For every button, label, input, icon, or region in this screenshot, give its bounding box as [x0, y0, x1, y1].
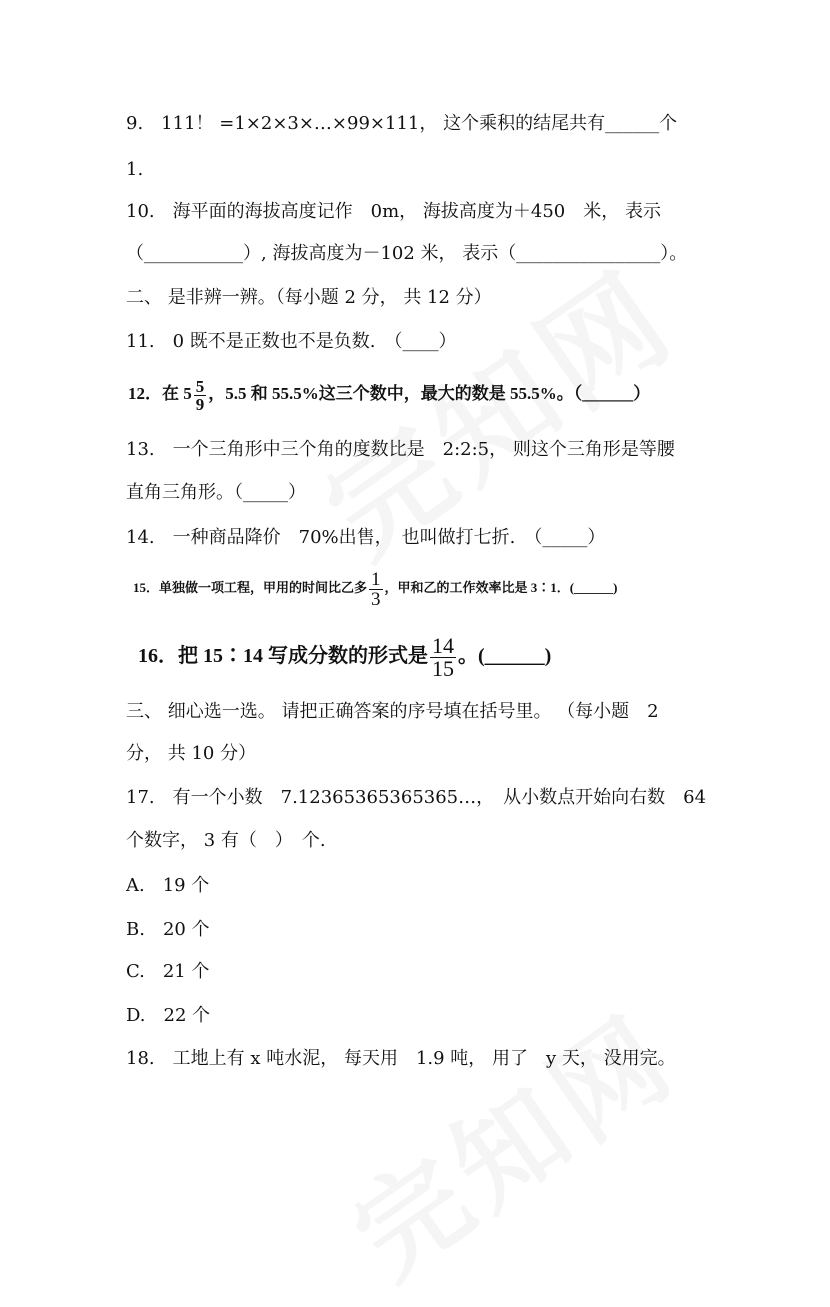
question-10-line-2: （___________）, 海拔高度为－102 米， 表示（________________）。 — [126, 243, 688, 264]
fraction-1-3 — [369, 570, 383, 609]
question-16-suffix: 。(______) — [458, 645, 552, 667]
section-3-heading-line-2: 分， 共 10 分） — [126, 743, 257, 764]
fraction-14-15 — [430, 632, 456, 681]
question-15-suffix: ，甲和乙的工作效率比是 3∶1．(______) — [384, 580, 618, 595]
fraction-numerator: 5 — [195, 376, 205, 396]
question-13-line-1: 13. 一个三角形中三个角的度数比是 2:2:5， 则这个三角形是等腰 — [126, 439, 675, 460]
question-9-line-1: 9. 111！ =1×2×3×…×99×111， 这个乘积的结尾共有______个 — [126, 113, 678, 134]
option-a: A. 19 个 — [126, 875, 210, 896]
question-16 — [138, 628, 551, 684]
question-12-suffix: ，5.5 和 55.5%这三个数中，最大的数是 55.5%。（______） — [208, 384, 651, 403]
fraction-denominator: 15 — [432, 655, 454, 681]
question-11: 11. 0 既不是正数也不是负数. （____） — [126, 331, 457, 352]
question-15-prefix: 15．单独做一项工程，甲用的时间比乙多 — [133, 580, 368, 595]
question-10-line-1: 10. 海平面的海拔高度记作 0m， 海拔高度为＋450 米， 表示 — [126, 201, 661, 222]
fraction-denominator: 9 — [195, 394, 205, 414]
mixed-fraction-5-5-9 — [194, 378, 207, 413]
question-15 — [133, 568, 617, 609]
question-9-line-2: 1. — [126, 159, 144, 180]
question-12-prefix: 12．在 5 — [128, 384, 192, 403]
option-c: C. 21 个 — [126, 961, 210, 982]
option-d: D. 22 个 — [126, 1005, 211, 1026]
question-18: 18. 工地上有 x 吨水泥， 每天用 1.9 吨， 用了 y 天， 没用完。 — [126, 1048, 676, 1069]
question-17-line-2: 个数字， 3 有（ ） 个. — [126, 830, 326, 851]
fraction-numerator: 1 — [371, 568, 381, 590]
section-2-heading: 二、 是非辨一辨。（每小题 2 分， 共 12 分） — [126, 287, 492, 308]
fraction-denominator: 3 — [371, 588, 381, 610]
question-12 — [128, 372, 650, 416]
question-14: 14. 一种商品降价 70%出售， 也叫做打七折. （_____） — [126, 527, 606, 548]
option-b: B. 20 个 — [126, 919, 210, 940]
fraction-numerator: 14 — [432, 632, 454, 658]
watermark-lower — [317, 971, 703, 1307]
question-16-prefix: 16．把 15∶14 写成分数的形式是 — [138, 645, 428, 667]
section-3-heading-line-1: 三、 细心选一选。 请把正确答案的序号填在括号里。 （每小题 2 — [126, 701, 659, 722]
question-17-line-1: 17. 有一个小数 7.12365365365365…， 从小数点开始向右数 64 — [126, 787, 707, 808]
question-13-line-2: 直角三角形。（_____） — [126, 482, 306, 503]
